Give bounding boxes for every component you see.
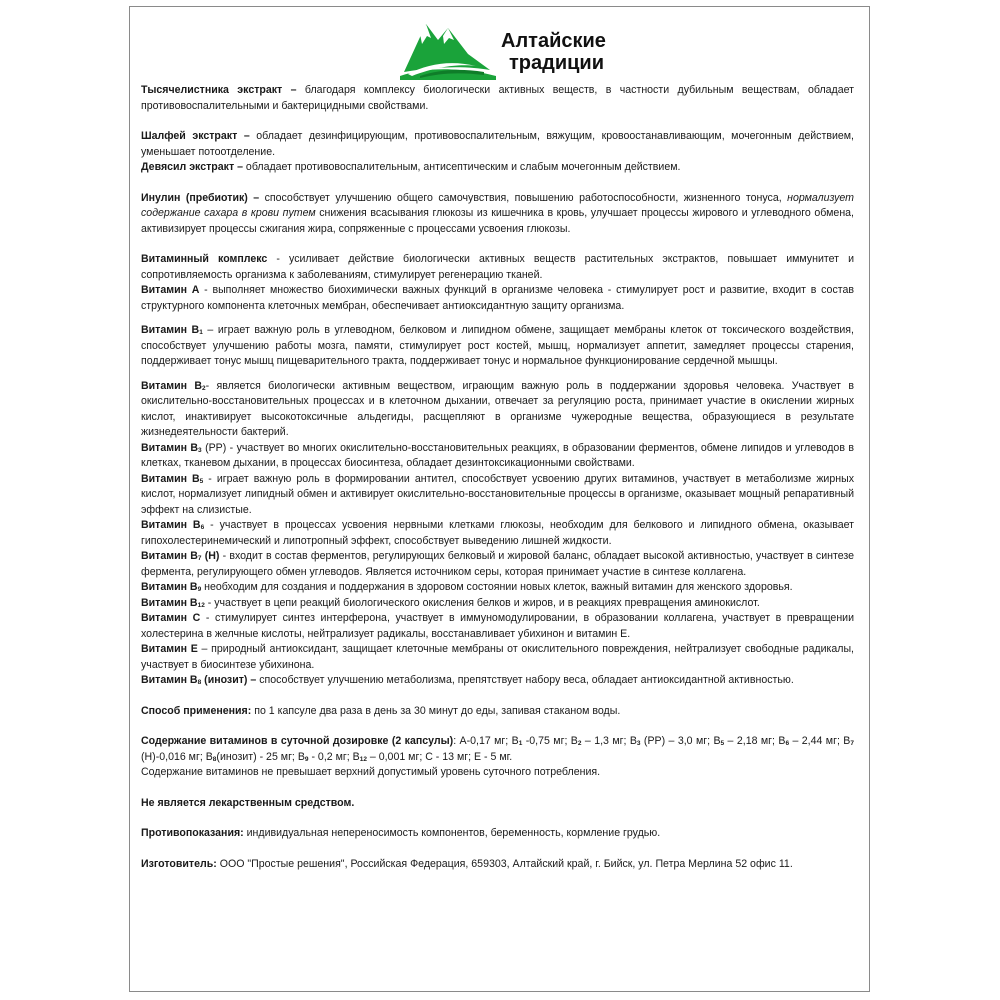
vitamin-b12-paragraph <box>141 596 854 612</box>
vitamin-b5-text: - играет важную роль в формировании антител, способствует усвоению других витаминов, участвует в метаболизме жирных кислот, нормализует липидный обмен и активирует окислительно-восстановительные процессы в организме, оказывает мощный репаративный эффект на слизистые. <box>141 472 854 516</box>
vitamin-b5-paragraph <box>141 472 854 519</box>
vitamin-b9-title: Витамин $В_9$ <box>141 581 202 593</box>
vitamin-b7-title: Витамин $В_7$ (Н) <box>141 550 220 562</box>
vitamin-b1-paragraph <box>141 323 854 370</box>
mountains-icon <box>398 14 498 82</box>
vitamin-b3-text: (РР) - участвует во многих окислительно-восстановительных реакциях, в образовании ферментов, обмене липидов и углеводов в клетках, тканевом дыхании, в процессах биосинтеза, обладает дезинтоксикационными свойствами. <box>141 441 854 469</box>
contra-text: индивидуальная непереносимость компонентов, беременность, кормление грудью. <box>243 827 661 839</box>
sage-paragraph <box>141 129 854 160</box>
brand-line2: традиции <box>509 52 605 74</box>
contraindications-paragraph <box>141 826 854 842</box>
maker-title: Изготовитель: <box>141 857 217 870</box>
inulin-text1: способствует улучшению общего самочувствия, повышению работоспособности, жизненного тонуса, <box>259 191 788 204</box>
usage-paragraph <box>141 704 854 720</box>
vitamin-c-text: - стимулирует синтез интерферона, участвует в иммуномодулировании, в образовании коллагена, участвует в превращении холестерина в желчные кислоты, нейтрализует радикалы, восстанавливает убихинон и витамин Е. <box>141 612 854 640</box>
sage-text: обладает дезинфицирующим, противовоспалительным, вяжущим, кровоостанавливающим, мочегонным действием, уменьшает потоотделение. <box>141 130 854 158</box>
vitamin-b9-text: необходим для создания и поддержания в здоровом состоянии новых клеток, важный витамин для женского здоровья. <box>201 581 793 593</box>
brand-logo <box>398 14 628 84</box>
vitamin-complex-paragraph <box>141 252 854 283</box>
vitamin-b12-text: - участвует в цепи реакций биологического окисления белков и жиров, и в реакциях превращения аминокислот. <box>204 596 760 609</box>
contra-title: Противопоказания: <box>141 827 244 839</box>
dosage-note: Содержание витаминов не превышает верхний допустимый уровень суточного потребления. <box>141 766 601 778</box>
vitamin-b1-text: – играет важную роль в углеводном, белковом и липидном обмене, защищает мембраны клеток от токсического воздействия, способствует улучшению работы мозга, памяти, стимулирует рост костей, мышц, нормализует аппетит, замедляет процессы старения, поддерживает тонус мышц пищеварительного тракта, поддерживает тонус и нормальное функционирование сердечной мышцы. <box>141 324 854 367</box>
yarrow-paragraph <box>141 83 854 114</box>
usage-title: Способ применения: <box>141 704 252 717</box>
vitamin-complex-text: - усиливает действие биологически активных веществ растительных экстрактов, повышает иммунитет и сопротивляемость организма к заболеваниям, стимулирует регенерацию тканей. <box>141 253 854 281</box>
vitamin-b7-text: - входит в состав ферментов, регулирующих белковый и жировой баланс, обладает высокой активностью, участвует в синтезе фермента, регулирующего обмен углеводов. Является источником серы, которая принимает участие в синтезе коллагена. <box>141 550 855 578</box>
vitamin-b3-paragraph <box>141 441 854 472</box>
manufacturer-paragraph <box>141 857 854 873</box>
vitamin-b3-title: Витамин $В_3$ <box>141 441 202 454</box>
vitamin-b7-paragraph <box>141 549 854 580</box>
vitamin-b2-text: - является биологически активным веществом, играющим важную роль в поддержании здоровья человека. Участвует в окислительно-восстановительных процессах и в клеточном дыхании, отвечает за регуляцию роста, принимает участие в окислении жирных кислот, инактивирует высокотоксичные альдегиды, расщепляют в организме чужеродные вещества, образующиеся в результате жизнедеятельности бактерий. <box>141 379 854 438</box>
inulin-title: Инулин (пребиотик) – <box>141 191 260 204</box>
yarrow-title: Тысячелистника экстракт – <box>141 84 297 96</box>
vitamin-b6-text: - участвует в процессах усвоения нервными клетками глюкозы, необходим для белкового и липидного обмена, оказывает гипохолестеринемический и липотропный эффект, способствует выведению лишней жидкости. <box>141 519 854 547</box>
vitamin-b8-text: способствует улучшению метаболизма, препятствует набору веса, обладает антиоксидантной активностью. <box>256 674 794 686</box>
inulin-text2: снижения всасывания глюкозы из кишечника в кровь, улучшает процессы жирового и углеводного обмена, активизирует процессы сжигания жира, сопряженные с процессами усвоения глюкозы. <box>141 207 854 235</box>
maker-text: ООО "Простые решения", Российская Федерация, 659303, Алтайский край, г. Бийск, ул. Петра Мерлина 52 офис 11. <box>216 857 793 870</box>
not-medicine-note: Не является лекарственным средством. <box>141 796 355 809</box>
brand-name <box>501 30 631 74</box>
vitamin-b6-paragraph <box>141 518 854 549</box>
inulin-italic: нормализует содержание сахара в крови путем <box>141 191 854 219</box>
vitamin-b8-paragraph <box>141 673 854 689</box>
sage-title: Шалфей экстракт – <box>141 130 250 142</box>
vitamin-complex-title: Витаминный комплекс <box>141 253 268 265</box>
vitamin-a-text: - выполняет множество биохимически важных функций в организме человека - стимулирует рост и развитие, входит в состав структурного компонента клеточных мембран, обеспечивает антиоксидантную защиту организма. <box>141 284 854 312</box>
vitamin-b9-paragraph <box>141 580 854 596</box>
dosage-paragraph: Содержание витаминов в суточной дозировке (2 капсулы): А-0,17 мг; $В_1$ -0,75 мг; $В_2 - 1,3$ мг; $В_3$ (РР) – 3,0 мг; $В_5 - 2,18$ мг; $В_6 - 2,44$ мг; $В_7$ (Н)-0,016 мг; $В_8(инозит) - 25$ мг; $В_9 - 0,2$ мг; $В_{12} - 0,001$ мг; С - 13 мг; Е - 5 мг. <box>141 735 854 763</box>
label-text <box>141 83 854 872</box>
vitamin-c-paragraph <box>141 611 854 642</box>
vitamin-b8-title: Витамин $В_8$ (инозит) – <box>141 674 257 686</box>
vitamin-e-title: Витамин Е <box>141 643 198 655</box>
vitamin-b12-title: Витамин $В_{12}$ <box>141 596 205 609</box>
usage-text: по 1 капсуле два раза в день за 30 минут до еды, запивая стаканом воды. <box>251 704 621 717</box>
vitamin-c-title: Витамин С <box>141 612 201 624</box>
elecampane-text: обладает противовоспалительным, антисептическим и слабым мочегонным действием. <box>242 161 681 173</box>
brand-line1: Алтайские <box>501 30 606 52</box>
vitamin-e-text: – природный антиоксидант, защищает клеточные мембраны от окислительного повреждения, нейтрализует свободные радикалы, участвует в биосинтезе убихинона. <box>141 643 855 671</box>
yarrow-text: благодаря комплексу биологически активных веществ, в частности дубильным веществам, обладает противовоспалительными и бактерицидными свойствами. <box>141 84 854 112</box>
vitamin-b2-title: Витамин $В_2$ <box>141 379 206 392</box>
vitamin-b5-title: Витамин $В_5$ <box>141 472 204 485</box>
vitamin-e-paragraph <box>141 642 854 673</box>
vitamin-a-title: Витамин А <box>141 284 200 296</box>
elecampane-paragraph <box>141 160 854 176</box>
inulin-paragraph <box>141 191 854 238</box>
elecampane-title: Девясил экстракт – <box>141 161 243 173</box>
dosage-title: Содержание витаминов в суточной дозировке (2 капсулы) <box>141 735 454 747</box>
vitamin-a-paragraph <box>141 283 854 314</box>
vitamin-b6-title: Витамин $В_6$ <box>141 519 205 531</box>
vitamin-b2-paragraph <box>141 379 854 441</box>
vitamin-b1-title: Витамин $В_1$ <box>141 324 203 336</box>
